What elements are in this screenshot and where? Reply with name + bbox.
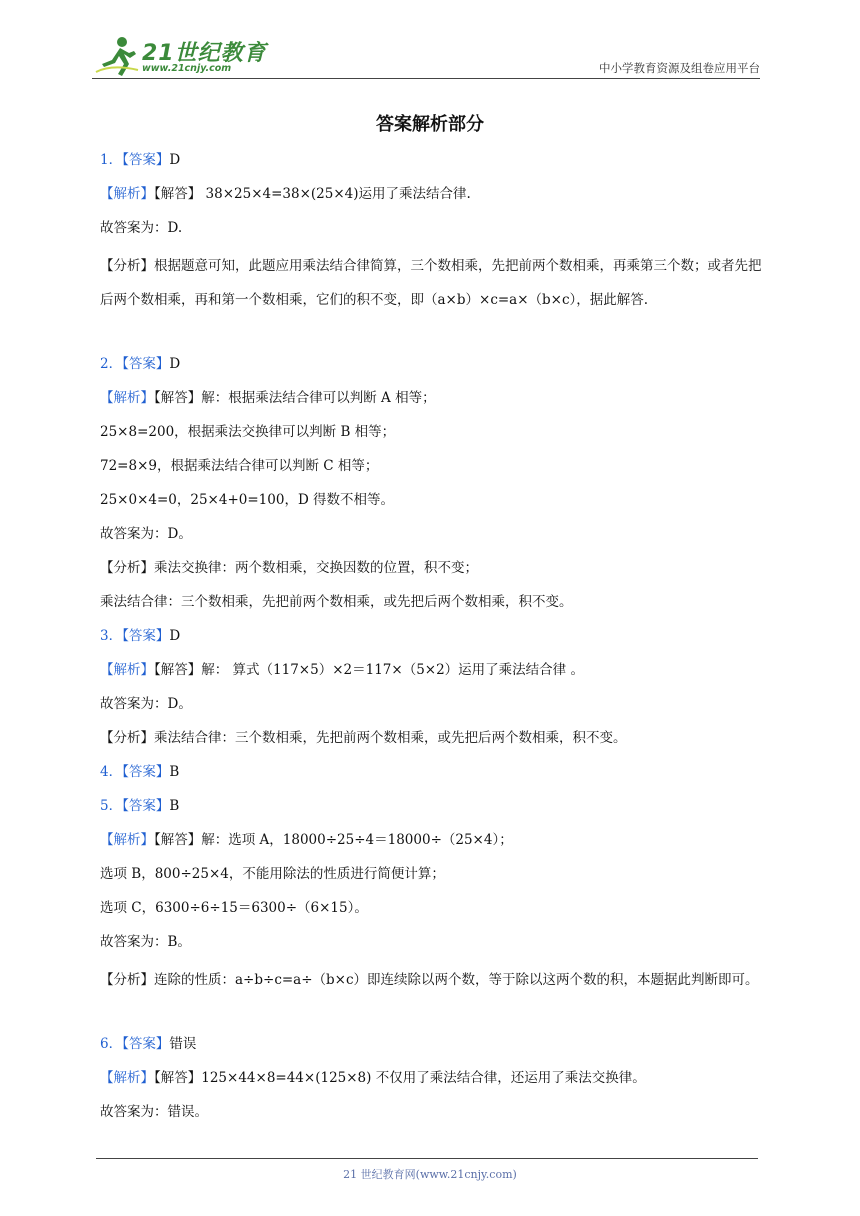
- analysis-label: 【解析】: [100, 1070, 154, 1086]
- logo: [92, 34, 292, 80]
- page-header: [92, 30, 760, 82]
- text-line: [100, 895, 764, 929]
- runner-logo-icon: [92, 34, 142, 78]
- footer-divider: [96, 1158, 758, 1159]
- logo-url: www.21cnjy.com: [142, 63, 232, 74]
- text-line: [100, 623, 764, 657]
- text-line: [100, 249, 764, 351]
- text-line: [100, 385, 764, 419]
- answer-label: 1．【答案】: [100, 152, 170, 168]
- line-text: 故答案为：B。: [100, 934, 191, 950]
- text-line: [100, 589, 764, 623]
- line-text: D: [169, 356, 181, 372]
- page-footer: 21 世纪教育网(www.21cnjy.com): [343, 1168, 517, 1181]
- answer-label: 3．【答案】: [100, 628, 170, 644]
- line-text: 【分析】连除的性质：a÷b÷c=a÷（b×c）即连续除以两个数，等于除以这两个数的积，本题据此判断即可。: [100, 972, 759, 988]
- text-line: [100, 147, 764, 181]
- text-line: [100, 725, 764, 759]
- text-line: [100, 759, 764, 793]
- text-line: [100, 657, 764, 691]
- text-line: [100, 691, 764, 725]
- text-line: [100, 793, 764, 827]
- analysis-label: 【解析】: [100, 390, 154, 406]
- line-text: 选项 B，800÷25×4，不能用除法的性质进行简便计算；: [100, 866, 445, 882]
- answer-label: 5．【答案】: [100, 798, 170, 814]
- line-text: 72=8×9，根据乘法结合律可以判断 C 相等；: [100, 458, 379, 474]
- analysis-label: 【解析】: [100, 662, 154, 678]
- line-text: 【分析】乘法结合律：三个数相乘，先把前两个数相乘，或先把后两个数相乘，积不变。: [100, 730, 627, 746]
- text-line: [100, 453, 764, 487]
- text-line: [100, 1031, 764, 1065]
- text-line: [100, 521, 764, 555]
- text-line: [100, 963, 764, 1031]
- analysis-label: 【解析】: [100, 186, 154, 202]
- line-text: 【分析】根据题意可知，此题应用乘法结合律简算，三个数相乘，先把前两个数相乘，再乘第三个数；或者先把后两个数相乘，再和第一个数相乘，它们的积不变，即（a×b）×c=a×（b×c），据此解答.: [100, 258, 762, 308]
- line-text: 选项 C，6300÷6÷15＝6300÷（6×15）。: [100, 900, 368, 916]
- text-line: [100, 1099, 764, 1133]
- line-text: B: [169, 798, 180, 814]
- analysis-label: 【解析】: [100, 832, 154, 848]
- line-text: 25×8=200，根据乘法交换律可以判断 B 相等；: [100, 424, 396, 440]
- line-text: 【解答】解：选项 A，18000÷25÷4＝18000÷（25×4）；: [154, 832, 513, 848]
- text-line: [100, 827, 764, 861]
- line-text: 【解答】125×44×8=44×(125×8) 不仅用了乘法结合律，还运用了乘法交换律。: [154, 1070, 646, 1086]
- line-text: 【分析】乘法交换律：两个数相乘，交换因数的位置，积不变；: [100, 560, 478, 576]
- line-text: 故答案为：D。: [100, 696, 192, 712]
- logo-text: 21世纪教育: [142, 41, 267, 66]
- line-text: 【解答】解：根据乘法结合律可以判断 A 相等；: [154, 390, 436, 406]
- line-text: 乘法结合律：三个数相乘，先把前两个数相乘，或先把后两个数相乘，积不变。: [100, 594, 573, 610]
- answer-label: 4．【答案】: [100, 764, 170, 780]
- line-text: D: [169, 628, 181, 644]
- line-text: 故答案为：错误。: [100, 1104, 208, 1120]
- text-line: [100, 215, 764, 249]
- text-line: [100, 929, 764, 963]
- text-line: [100, 1065, 764, 1099]
- line-text: D: [169, 152, 181, 168]
- header-divider: [92, 78, 760, 79]
- text-line: [100, 419, 764, 453]
- text-line: [100, 181, 764, 215]
- text-line: [100, 861, 764, 895]
- page-title: 答案解析部分: [376, 114, 484, 135]
- line-text: B: [169, 764, 180, 780]
- line-text: 【解答】 38×25×4=38×(25×4)运用了乘法结合律.: [154, 186, 471, 202]
- line-text: 错误: [169, 1036, 197, 1052]
- line-text: 故答案为：D.: [100, 220, 183, 236]
- text-line: [100, 555, 764, 589]
- line-text: 故答案为：D。: [100, 526, 192, 542]
- platform-name: 中小学教育资源及组卷应用平台: [599, 61, 760, 75]
- answer-label: 6．【答案】: [100, 1036, 170, 1052]
- line-text: 【解答】解： 算式（117×5）×2＝117×（5×2）运用了乘法结合律 。: [154, 662, 584, 678]
- text-line: [100, 487, 764, 521]
- line-text: 25×0×4=0，25×4+0=100，D 得数不相等。: [100, 492, 395, 508]
- text-line: [100, 351, 764, 385]
- answer-label: 2．【答案】: [100, 356, 170, 372]
- answer-content: [100, 147, 764, 1133]
